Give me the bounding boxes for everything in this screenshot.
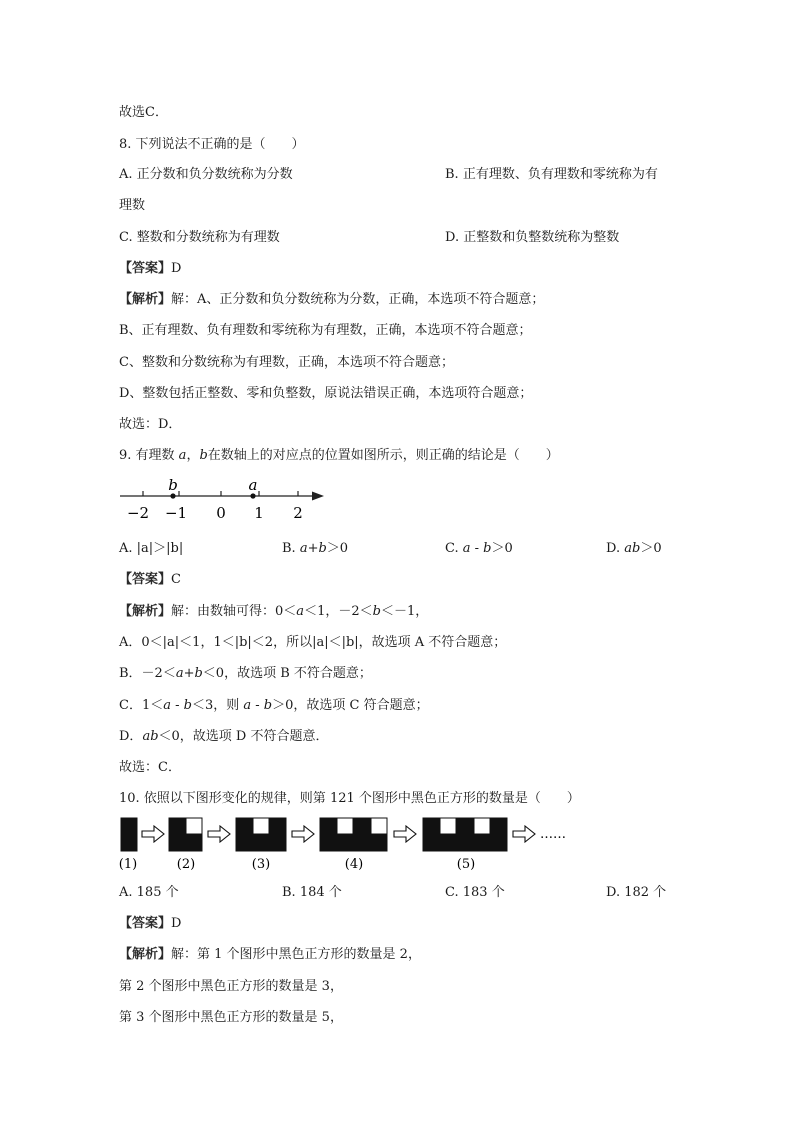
stem-text: 9. 有理数: [119, 448, 179, 463]
q9-answer: [119, 571, 181, 589]
black-square: [186, 835, 202, 851]
option-expr: ab: [624, 541, 641, 556]
white-square: [474, 818, 490, 834]
q9-stem: [119, 447, 559, 465]
figure-label: (4): [344, 857, 364, 872]
q10-analysis-2: 第 2 个图形中黑色正方形的数量是 3，: [119, 979, 343, 994]
black-square: [236, 835, 252, 851]
q8-option-d: D. 正整数和负整数统称为整数: [445, 230, 620, 245]
black-square: [354, 818, 370, 834]
q9-analysis-c: [119, 697, 429, 715]
q9-option-b: [282, 540, 348, 558]
option-letter: C.: [445, 541, 463, 556]
analysis-text: 解：第 1 个图形中黑色正方形的数量是 2，: [171, 947, 421, 962]
black-square: [270, 835, 286, 851]
option-rel: ＞0: [326, 541, 349, 556]
q8-option-b: B. 正有理数、负有理数和零统称为有: [445, 167, 658, 182]
black-square: [371, 835, 387, 851]
black-square: [236, 818, 252, 834]
black-square: [440, 835, 456, 851]
analysis-expr: a - b: [243, 698, 273, 713]
q8-option-b-cont: 理数: [119, 198, 146, 213]
q8-stem: 8. 下列说法不正确的是（ ）: [119, 137, 305, 152]
q10-answer: [119, 915, 181, 933]
white-square: [337, 818, 353, 834]
analysis-text: ＜0，故选项 D 不符合题意．: [158, 729, 329, 744]
figure-label: (3): [251, 857, 271, 872]
option-letter: D.: [606, 541, 625, 556]
answer-value: C: [171, 572, 181, 587]
arrow-icon: [142, 826, 164, 842]
q8-analysis-3: C、整数和分数统称为有理数，正确，本选项不符合题意；: [119, 355, 454, 370]
q9-option-a: A. |a|＞|b|: [119, 541, 184, 556]
analysis-text: ＞0，故选项 C 符合题意；: [272, 698, 429, 713]
answer-tag: 【答案】: [119, 916, 172, 931]
q8-final: 故选：D．: [119, 417, 182, 432]
black-square: [491, 818, 507, 834]
analysis-tag: 【解析】: [119, 292, 172, 307]
q8-answer: [119, 260, 181, 278]
answer-value: D: [171, 916, 182, 931]
var-b: b: [372, 604, 381, 619]
option-rel: ＞0: [491, 541, 513, 556]
black-square: [253, 835, 269, 851]
analysis-text: C．1＜: [119, 698, 164, 713]
analysis-expr: a - b: [163, 698, 192, 713]
analysis-expr: ab: [142, 729, 159, 744]
option-letter: B.: [282, 541, 300, 556]
figure-label: (2): [176, 857, 196, 872]
number-line-arrow: [312, 492, 324, 501]
analysis-text: 解：A、正分数和负分数统称为分数，正确，本选项不符合题意；: [171, 292, 545, 307]
stem-text: 在数轴上的对应点的位置如图所示，则正确的结论是（ ）: [207, 448, 559, 463]
q8-option-c: C. 整数和分数统称为有理数: [119, 230, 280, 245]
tick-label: −1: [164, 504, 188, 522]
black-square: [423, 818, 439, 834]
analysis-text: ＜1，－2＜: [304, 604, 373, 619]
black-square: [169, 835, 185, 851]
q9-option-c: [445, 540, 513, 558]
tick-label: 0: [216, 504, 226, 522]
number-line: [112, 472, 332, 528]
tick-label: −2: [126, 504, 150, 522]
answer-tag: 【答案】: [119, 261, 172, 276]
analysis-tag: 【解析】: [119, 947, 172, 962]
analysis-text: ＜3，则: [191, 698, 244, 713]
previous-conclusion: 故选C．: [119, 105, 168, 120]
analysis-expr: a+b: [175, 666, 203, 681]
arrow-icon: [208, 826, 230, 842]
ellipsis: ……: [540, 827, 566, 842]
black-square: [320, 835, 336, 851]
q9-option-d: [606, 540, 662, 558]
black-square: [457, 818, 473, 834]
black-square: [320, 818, 336, 834]
var-a: a: [296, 604, 305, 619]
black-square: [491, 835, 507, 851]
q10-option-c: C. 183 个: [445, 885, 505, 900]
black-square: [423, 835, 439, 851]
arrow-icon: [394, 826, 416, 842]
analysis-text: ＜－1，: [380, 604, 429, 619]
black-square: [457, 835, 473, 851]
white-square: [253, 818, 269, 834]
option-rel: ＞0: [640, 541, 662, 556]
figure-label: (1): [118, 857, 138, 872]
black-square: [121, 835, 137, 851]
q10-option-b: B. 184 个: [282, 885, 342, 900]
black-square: [337, 835, 353, 851]
q10-analysis-3: 第 3 个图形中黑色正方形的数量是 5，: [119, 1010, 343, 1025]
pattern-figure: [112, 814, 572, 874]
tick-label: 1: [254, 504, 264, 522]
q10-stem: 10. 依照以下图形变化的规律，则第 121 个图形中黑色正方形的数量是（ ）: [119, 791, 580, 806]
q8-analysis-2: B、正有理数、负有理数和零统称为有理数，正确，本选项不符合题意；: [119, 323, 532, 338]
black-square: [169, 818, 185, 834]
answer-tag: 【答案】: [119, 572, 172, 587]
stem-comma: ，: [186, 448, 200, 463]
analysis-tag: 【解析】: [119, 604, 172, 619]
option-expr: a - b: [462, 541, 492, 556]
q10-option-a: A. 185 个: [119, 885, 179, 900]
white-square: [440, 818, 456, 834]
white-square: [186, 818, 202, 834]
analysis-text: 解：由数轴可得：0＜: [171, 604, 297, 619]
point-b: [170, 493, 175, 498]
arrow-icon: [292, 826, 314, 842]
q9-analysis-1: [119, 603, 428, 621]
q8-option-a: A. 正分数和负分数统称为分数: [119, 167, 293, 182]
q8-analysis-4: D、整数包括正整数、零和负整数，原说法错误正确，本选项符合题意；: [119, 386, 533, 401]
black-square: [121, 818, 137, 834]
q9-final: 故选：C．: [119, 760, 181, 775]
q9-analysis-b: [119, 665, 372, 683]
point-a-label: a: [248, 476, 258, 494]
q10-option-d: D. 182 个: [606, 885, 667, 900]
answer-value: D: [171, 261, 182, 276]
arrow-icon: [513, 826, 535, 842]
black-square: [474, 835, 490, 851]
point-a: [250, 493, 255, 498]
q8-analysis-1: [119, 291, 544, 309]
q9-analysis-a: A．0＜|a|＜1，1＜|b|＜2，所以|a|＜|b|，故选项 A 不符合题意；: [119, 635, 507, 650]
black-square: [354, 835, 370, 851]
black-square: [270, 818, 286, 834]
analysis-text: B．－2＜: [119, 666, 176, 681]
white-square: [371, 818, 387, 834]
figure-label: (5): [456, 857, 476, 872]
option-expr: a+b: [299, 541, 327, 556]
var-b: b: [199, 448, 208, 463]
var-a: a: [178, 448, 187, 463]
tick-label: 2: [293, 504, 303, 522]
q10-analysis-1: [119, 946, 421, 964]
analysis-text: ＜0，故选项 B 不符合题意；: [202, 666, 372, 681]
point-b-label: b: [168, 476, 178, 494]
analysis-text: D．: [119, 729, 143, 744]
q9-analysis-d: [119, 728, 328, 746]
